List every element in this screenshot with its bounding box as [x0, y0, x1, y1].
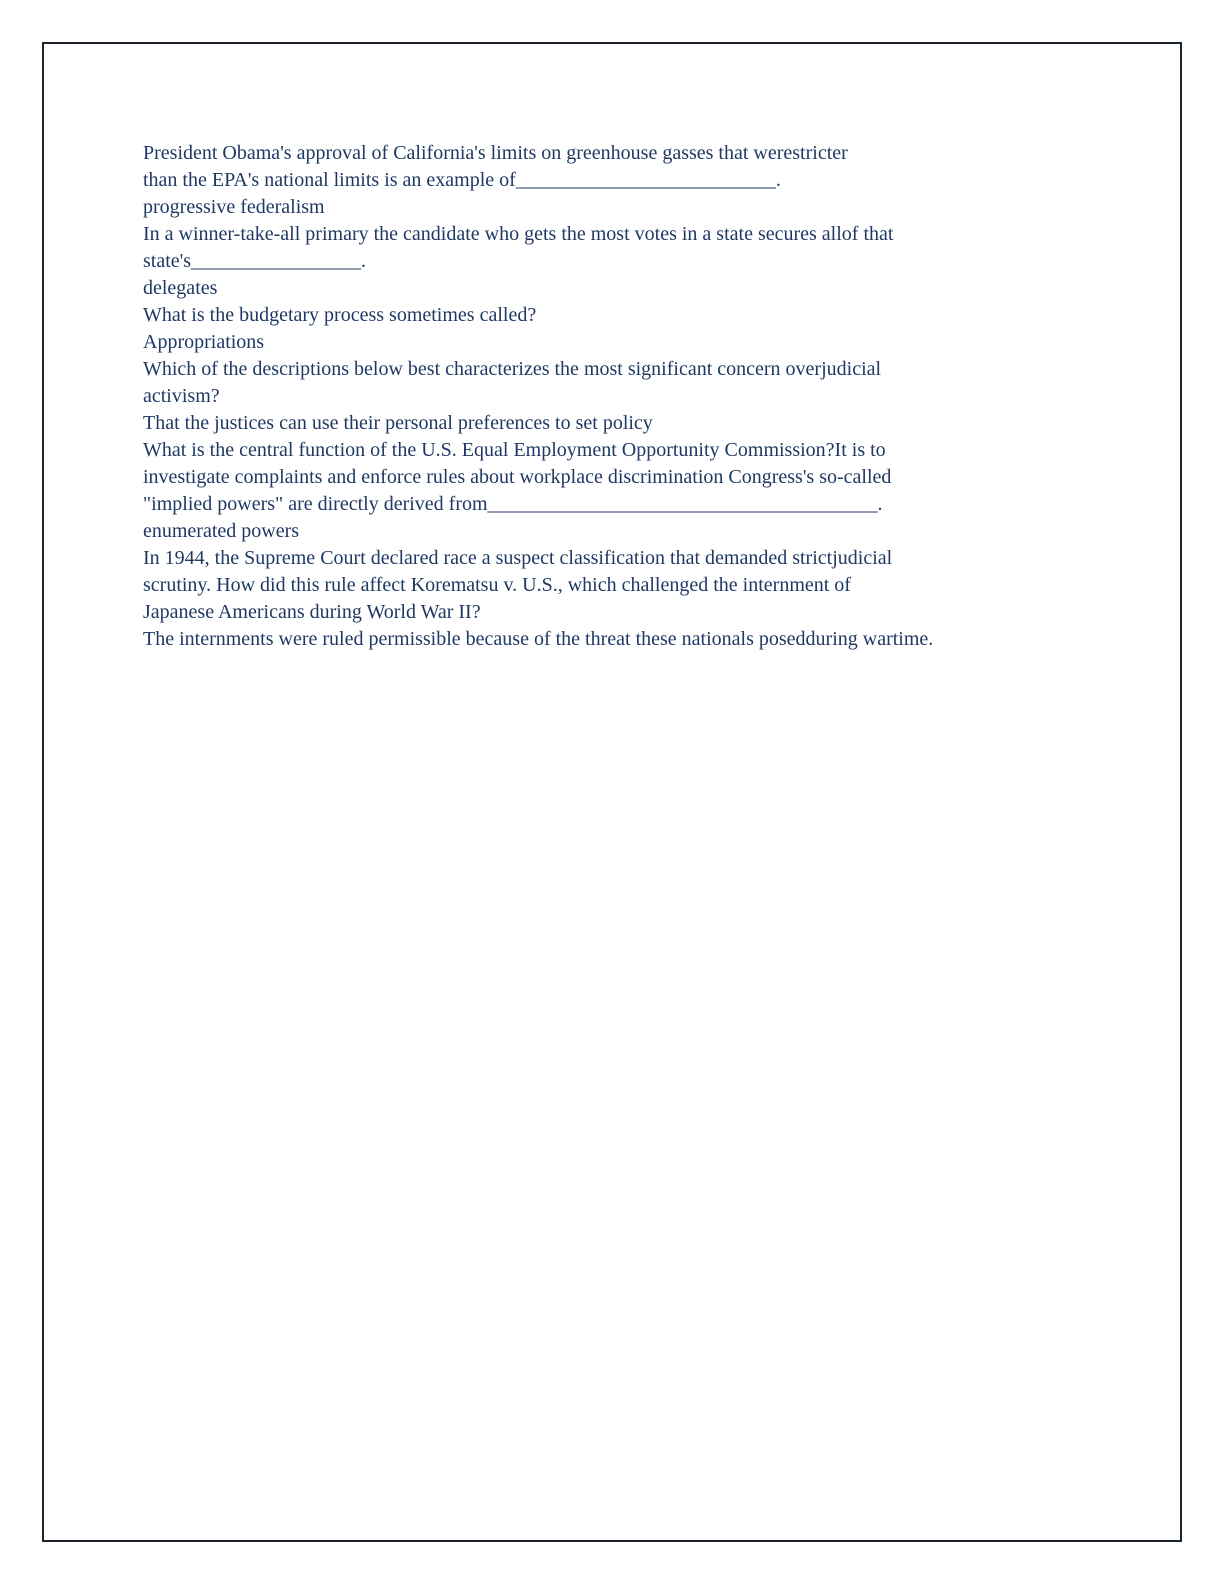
- text-line: That the justices can use their personal preferences to set policy: [143, 412, 653, 434]
- text-line: Which of the descriptions below best characterizes the most significant concern overjudicial: [143, 358, 882, 380]
- text-line: progressive federalism: [143, 196, 325, 218]
- text-line: activism?: [143, 385, 220, 407]
- text-line: Japanese Americans during World War II?: [143, 601, 481, 623]
- text-line: Appropriations: [143, 331, 265, 353]
- text-line: "implied powers" are directly derived from_______________________________________.: [143, 493, 883, 515]
- text-line: What is the central function of the U.S. Equal Employment Opportunity Commission?It is to: [143, 439, 886, 461]
- text-line: President Obama's approval of California's limits on greenhouse gasses that werestricter: [143, 142, 848, 164]
- text-line: What is the budgetary process sometimes called?: [143, 304, 537, 326]
- text-line: than the EPA's national limits is an example of__________________________.: [143, 169, 781, 191]
- text-line: The internments were ruled permissible because of the threat these nationals posedduring wartime.: [143, 628, 934, 650]
- text-line: scrutiny. How did this rule affect Korematsu v. U.S., which challenged the internment of: [143, 574, 851, 596]
- text-line: In 1944, the Supreme Court declared race a suspect classification that demanded strictjudicial: [143, 547, 893, 569]
- text-line: investigate complaints and enforce rules about workplace discrimination Congress's so-called: [143, 466, 892, 488]
- text-line: state's_________________.: [143, 250, 367, 272]
- text-line: In a winner-take-all primary the candidate who gets the most votes in a state secures allof that: [143, 223, 894, 245]
- document-text-block: [143, 140, 1103, 653]
- text-line: enumerated powers: [143, 520, 300, 542]
- text-line: delegates: [143, 277, 218, 299]
